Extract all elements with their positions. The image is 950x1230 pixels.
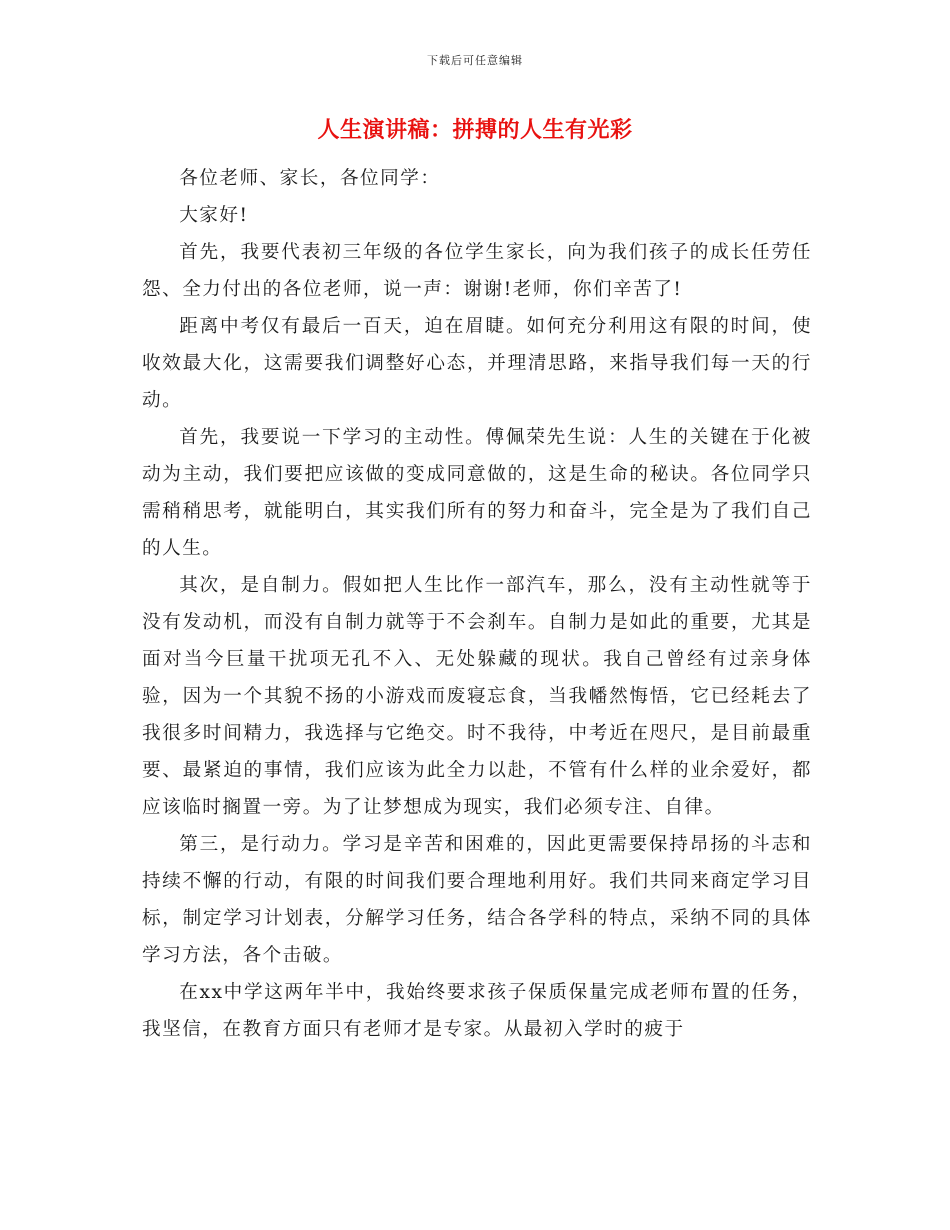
- paragraph-action: 第三，是行动力。学习是辛苦和困难的，因此更需要保持昂扬的斗志和持续不懈的行动，有限的时间我们要合理地利用好。我们共同来商定学习目标，制定学习计划表，分解学习任务，结合各学科的特点，采纳不同的具体学习方法，各个击破。: [142, 834, 812, 966]
- paragraph-initiative: 首先，我要说一下学习的主动性。傅佩荣先生说：人生的关键在于化被动为主动，我们要把应该做的变成同意做的，这是生命的秘诀。各位同学只需稍稍思考，就能明白，其实我们所有的努力和奋斗，完全是为了我们自己的人生。: [142, 427, 812, 559]
- header-note: 下载后可任意编辑: [427, 54, 523, 67]
- paragraph-thanks: 首先，我要代表初三年级的各位学生家长，向为我们孩子的成长任劳任怨、全力付出的各位老师，说一声：谢谢!老师，你们辛苦了!: [142, 242, 812, 300]
- document-body: [142, 160, 812, 1048]
- paragraph-self-control: 其次，是自制力。假如把人生比作一部汽车，那么，没有主动性就等于没有发动机，而没有自制力就等于不会刹车。自制力是如此的重要，尤其是面对当今巨量干扰项无孔不入、无处躲藏的现状。我自己曾经有过亲身体验，因为一个其貌不扬的小游戏而废寝忘食，当我幡然悔悟，它已经耗去了我很多时间精力，我选择与它绝交。时不我待，中考近在咫尺，是目前最重要、最紧迫的事情，我们应该为此全力以赴，不管有什么样的业余爱好，都应该临时搁置一旁。为了让梦想成为现实，我们必须专注、自律。: [142, 575, 812, 818]
- paragraph-countdown: 距离中考仅有最后一百天，迫在眉睫。如何充分利用这有限的时间，使收效最大化，这需要我们调整好心态，并理清思路，来指导我们每一天的行动。: [142, 316, 812, 411]
- paragraph-greeting: 大家好!: [179, 205, 249, 226]
- paragraph-salutation: 各位老师、家长，各位同学：: [179, 168, 441, 189]
- document-title: 人生演讲稿：拼搏的人生有光彩: [317, 118, 633, 143]
- paragraph-school: 在xx中学这两年半中，我始终要求孩子保质保量完成老师布置的任务，我坚信，在教育方面只有老师才是专家。从最初入学时的疲于: [142, 982, 812, 1040]
